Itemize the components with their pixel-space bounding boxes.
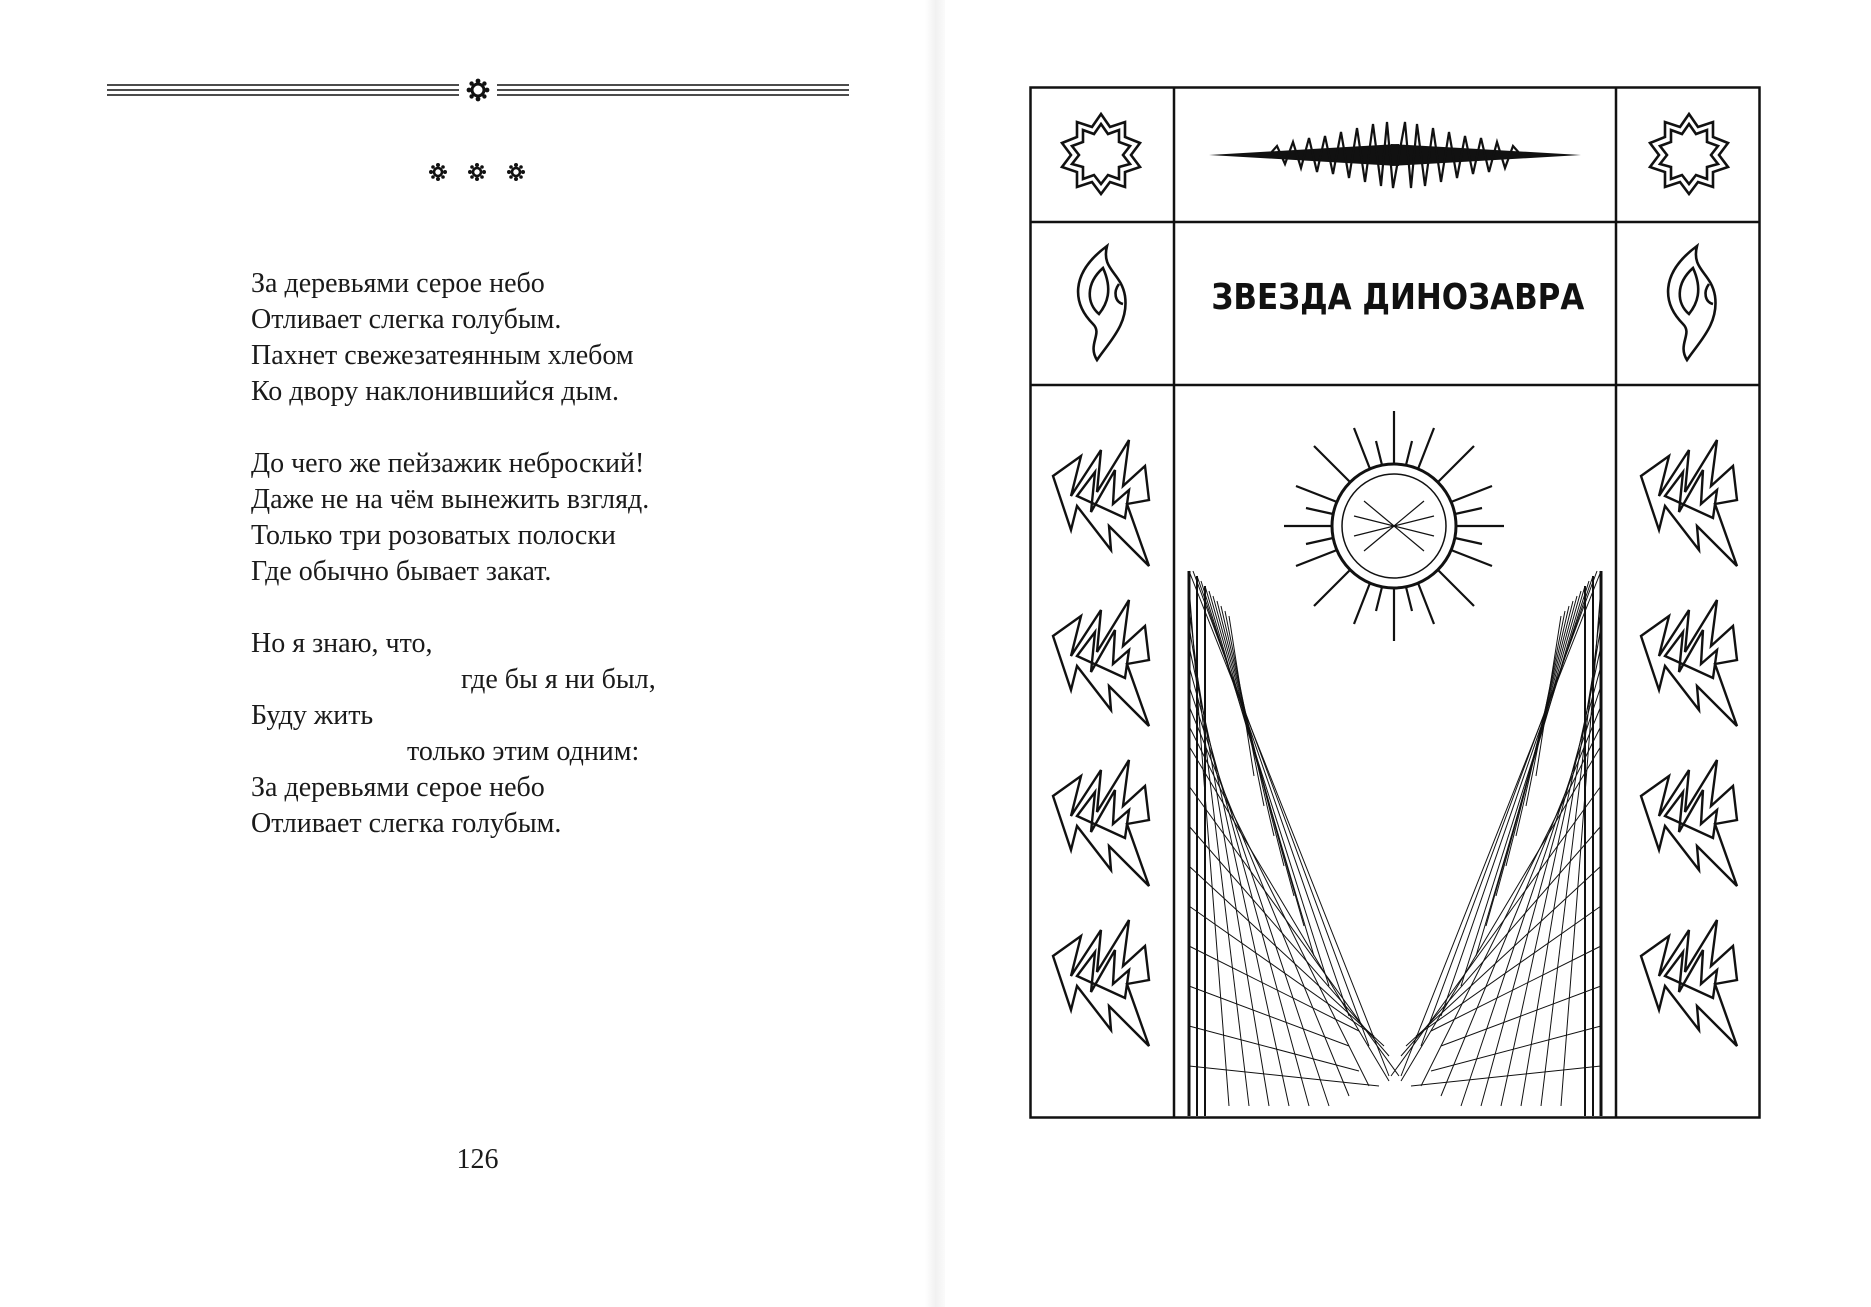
poem-line: Ко двору наклонившийся дым. bbox=[251, 376, 619, 407]
poem-line: только этим одним: bbox=[407, 736, 640, 767]
flower-icon bbox=[468, 163, 486, 181]
poem-line: Даже не на чём вынежить взгляд. bbox=[251, 484, 650, 515]
poem-line: Отливает слегка голубым. bbox=[251, 808, 562, 839]
poem-line: Отливает слегка голубым. bbox=[251, 304, 562, 335]
lightning-ornament-icon bbox=[1641, 440, 1737, 566]
lightning-ornament-icon bbox=[1641, 600, 1737, 726]
lightning-ornament-icon bbox=[1641, 760, 1737, 886]
section-title-frame bbox=[1029, 86, 1761, 1119]
page-number: 126 bbox=[456, 1144, 499, 1175]
lightning-ornament-icon bbox=[1053, 440, 1149, 566]
star-ornament-icon bbox=[1062, 114, 1140, 194]
ray-fan-right bbox=[1391, 571, 1601, 1116]
poem bbox=[251, 266, 811, 878]
flower-icon bbox=[429, 163, 447, 181]
stanza bbox=[251, 446, 811, 590]
lightning-ornament-icon bbox=[1053, 920, 1149, 1046]
flower-icon bbox=[507, 163, 525, 181]
asterism-divider bbox=[420, 158, 530, 186]
flame-ornament-icon bbox=[1668, 246, 1715, 360]
poem-line: За деревьями серое небо bbox=[251, 268, 545, 299]
poem-line: Пахнет свежезатеянным хлебом bbox=[251, 340, 634, 371]
ornamental-rule bbox=[107, 74, 849, 108]
ray-fan-left bbox=[1189, 571, 1399, 1116]
wave-ornament-icon bbox=[1209, 122, 1581, 188]
section-title-box bbox=[1178, 266, 1618, 328]
lightning-ornament-icon bbox=[1053, 600, 1149, 726]
poem-line: Но я знаю, что, bbox=[251, 628, 433, 659]
stanza bbox=[251, 266, 811, 410]
right-page bbox=[945, 0, 1871, 1307]
flower-ornament-icon bbox=[467, 79, 490, 102]
poem-line: Только три розоватых полоски bbox=[251, 520, 616, 551]
poem-line: где бы я ни был, bbox=[461, 664, 656, 695]
lightning-ornament-icon bbox=[1053, 760, 1149, 886]
poem-line: Где обычно бывает закат. bbox=[251, 556, 552, 587]
left-page bbox=[0, 0, 935, 1307]
flame-ornament-icon bbox=[1078, 246, 1125, 360]
poem-line: За деревьями серое небо bbox=[251, 772, 545, 803]
lightning-ornament-icon bbox=[1641, 920, 1737, 1046]
stanza bbox=[251, 626, 811, 842]
poem-line: Буду жить bbox=[251, 700, 374, 731]
section-title: ЗВЕЗДА ДИНОЗАВРА bbox=[1211, 276, 1585, 318]
poem-line: До чего же пейзажик неброский! bbox=[251, 448, 645, 479]
star-ornament-icon bbox=[1650, 114, 1728, 194]
sun-burst-icon bbox=[1284, 411, 1504, 641]
